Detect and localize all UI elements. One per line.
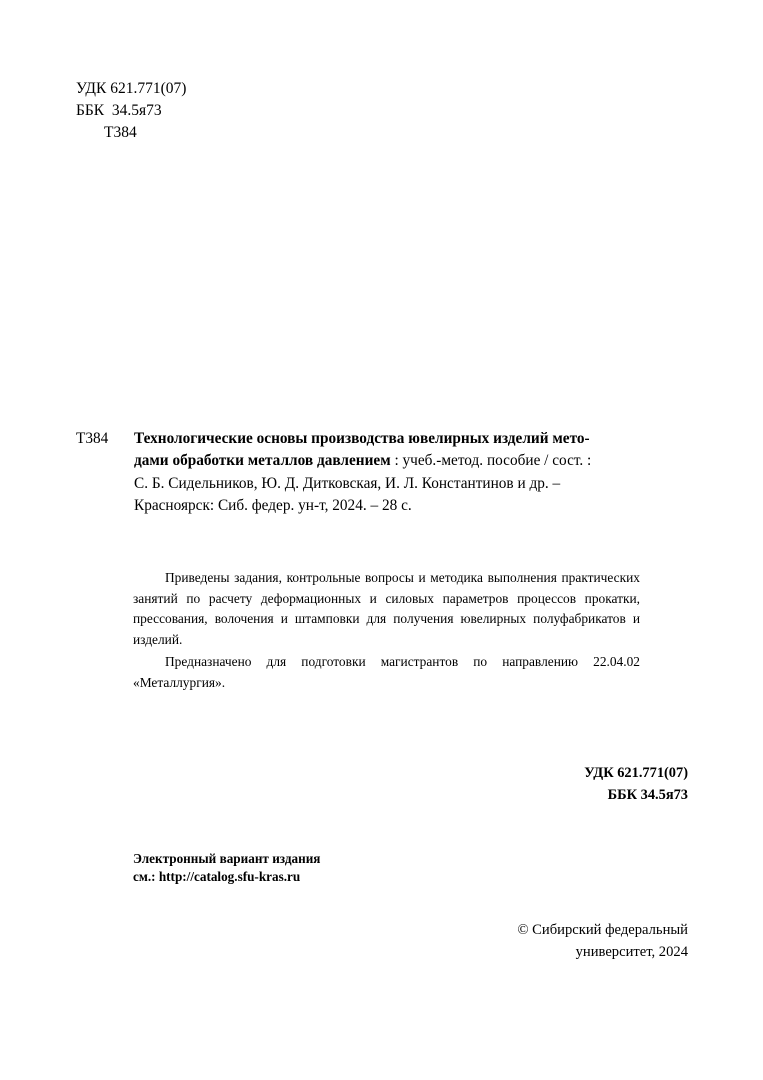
sigla-code-top: Т384	[104, 124, 137, 141]
copyright-block	[0, 920, 688, 964]
bbk-code-top: ББК 34.5я73	[76, 102, 162, 119]
annotation-block	[133, 568, 640, 693]
udk-code-top: УДК 621.771(07)	[76, 80, 187, 97]
bibliographic-title-line2: дами обработки металлов давлением	[134, 452, 391, 470]
bibliographic-imprint: Красноярск: Сиб. федер. ун-т, 2024. – 28 с.	[134, 497, 412, 515]
copyright-line-1: © Сибирский федеральный	[517, 922, 688, 938]
bibliographic-description	[76, 428, 688, 518]
classification-codes-bottom	[0, 763, 688, 806]
bibliographic-authors: С. Б. Сидельников, Ю. Д. Дитковская, И. Л. Константинов и др. –	[134, 474, 561, 492]
bibliographic-sigla: Т384	[76, 430, 109, 447]
udk-code-bottom: УДК 621.771(07)	[584, 765, 688, 781]
bibliographic-row	[76, 428, 688, 518]
classification-codes-top	[76, 78, 186, 144]
annotation-paragraph-2: Предназначено для подготовки магистрантов по направлению 22.04.02 «Металлургия».	[133, 654, 640, 690]
copyright-line-2: университет, 2024	[575, 943, 688, 960]
bibliographic-title-line1: Технологические основы производства ювелирных изделий мето-	[134, 430, 590, 447]
annotation-paragraph-1: Приведены задания, контрольные вопросы и методика выполнения практических занятий по расчету деформационных и силовых параметров процессов прокатки, прессования, волочения и штамповки для получения ювелирных полуфабрикатов и изделий.	[133, 570, 640, 647]
bibliographic-text	[134, 428, 688, 518]
electronic-version-note	[133, 850, 320, 886]
electronic-version-title: Электронный вариант издания	[133, 851, 321, 866]
electronic-version-link[interactable]: см.: http://catalog.sfu-kras.ru	[133, 868, 301, 884]
bbk-code-bottom: ББК 34.5я73	[607, 786, 688, 803]
bibliographic-subtitle: : учеб.-метод. пособие / сост. :	[390, 452, 592, 470]
